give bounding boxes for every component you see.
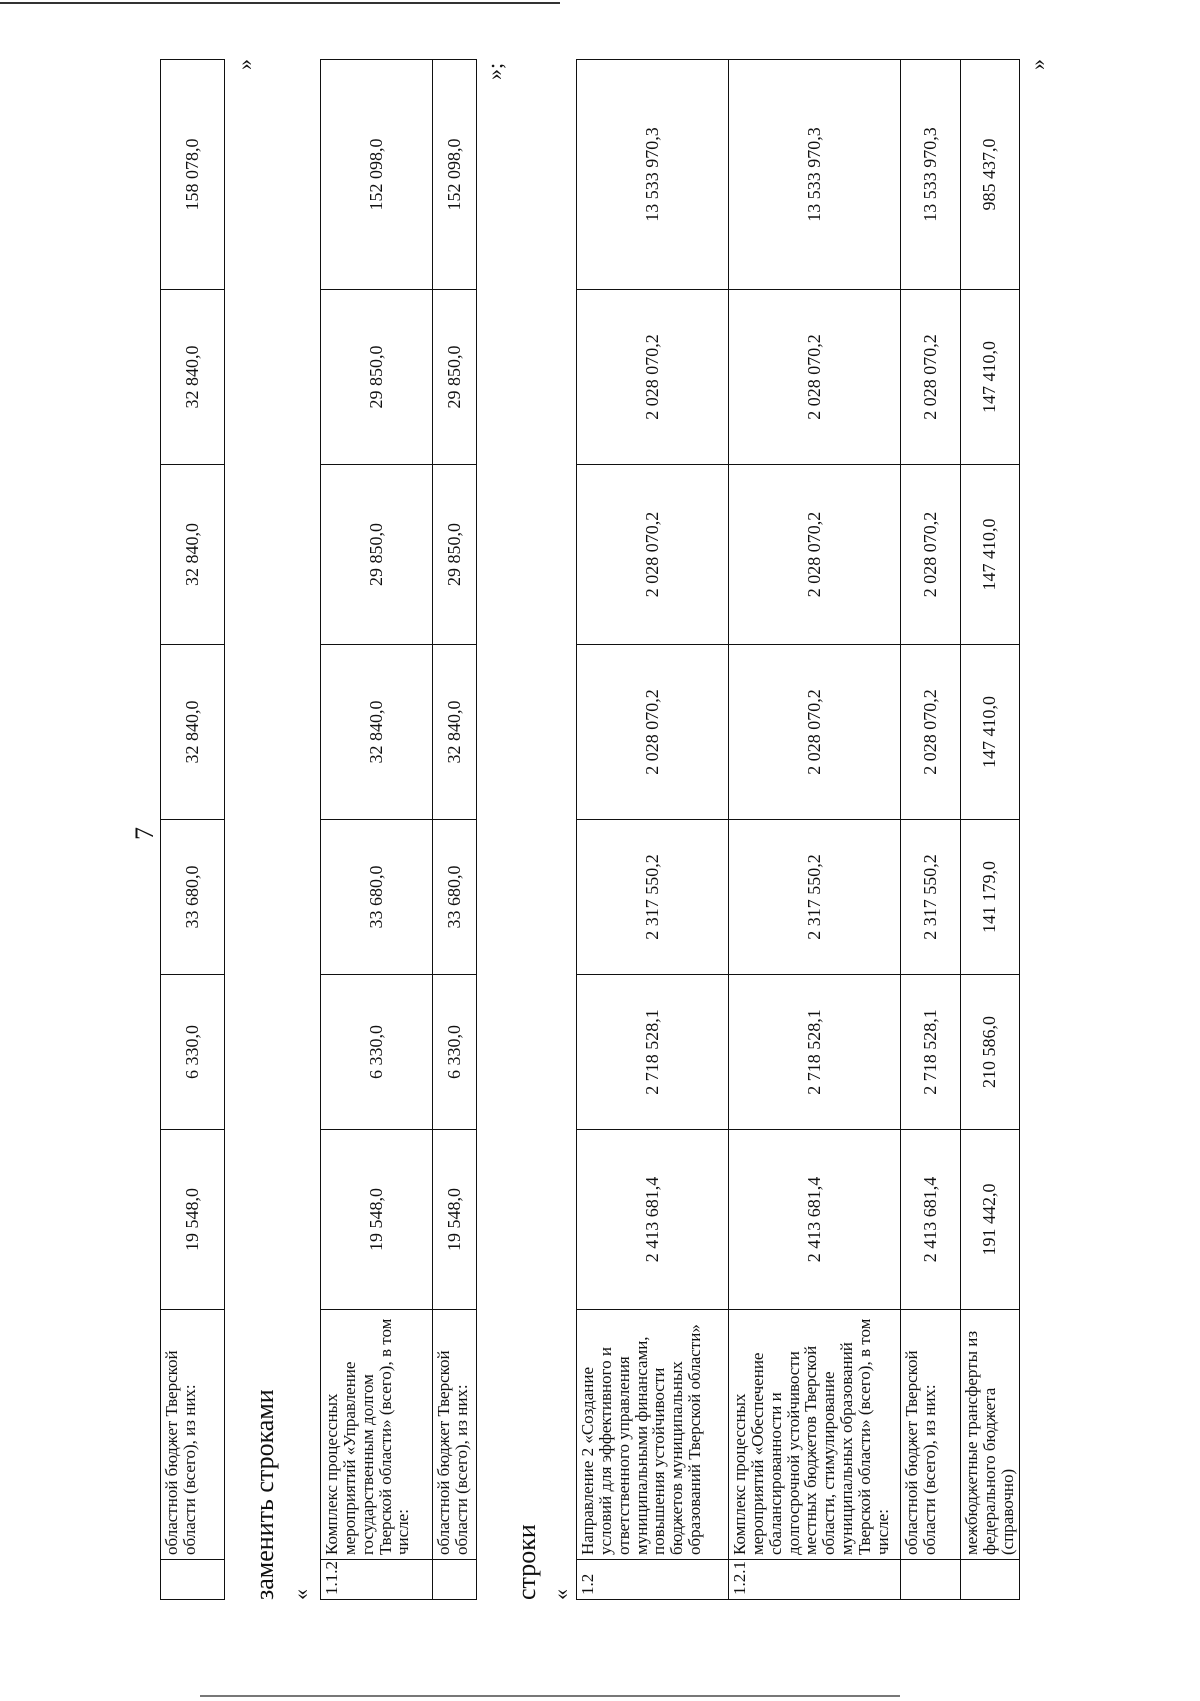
value-cell: 2 317 550,2: [577, 820, 729, 975]
value-cell: 29 850,0: [321, 465, 433, 645]
value-cell: 152 098,0: [433, 60, 477, 290]
value-cell: 158 078,0: [161, 60, 225, 290]
value-cell: 2 718 528,1: [729, 975, 901, 1130]
table-budget-tail: [160, 59, 225, 1600]
value-cell: 29 850,0: [433, 465, 477, 645]
scan-edge-bottom: [200, 1695, 900, 1697]
table-row: [729, 60, 901, 1600]
value-cell: 29 850,0: [433, 290, 477, 465]
closing-quote: »: [1025, 59, 1050, 70]
rotated-document-page: [120, 60, 1200, 1600]
value-cell: 147 410,0: [961, 290, 1020, 465]
table-row: [577, 60, 729, 1600]
value-cell: 13 533 970,3: [577, 60, 729, 290]
value-cell: 6 330,0: [433, 975, 477, 1130]
page-number: 7: [130, 827, 159, 840]
value-cell: 19 548,0: [161, 1130, 225, 1310]
row-name: Комплекс процессных мероприятий «Управление государственным долгом Тверской области» (всего), в том числе:: [321, 1310, 433, 1560]
value-cell: 210 586,0: [961, 975, 1020, 1130]
value-cell: 2 028 070,2: [577, 645, 729, 820]
row-name: областной бюджет Тверской области (всего), из них:: [161, 1310, 225, 1560]
value-cell: 2 028 070,2: [729, 290, 901, 465]
row-code: [961, 1560, 1020, 1600]
value-cell: 19 548,0: [321, 1130, 433, 1310]
value-cell: 141 179,0: [961, 820, 1020, 975]
value-cell: 29 850,0: [321, 290, 433, 465]
value-cell: 2 317 550,2: [729, 820, 901, 975]
value-cell: 2 028 070,2: [729, 465, 901, 645]
scan-edge-top: [0, 2, 560, 4]
row-code: 1.1.2: [321, 1560, 433, 1600]
row-code: 1.2.1: [729, 1560, 901, 1600]
value-cell: 19 548,0: [433, 1130, 477, 1310]
value-cell: 2 718 528,1: [577, 975, 729, 1130]
value-cell: 6 330,0: [161, 975, 225, 1130]
row-name: межбюджетные трансферты из федерального бюджета (справочно): [961, 1310, 1020, 1560]
value-cell: 33 680,0: [161, 820, 225, 975]
value-cell: 13 533 970,3: [901, 60, 961, 290]
value-cell: 32 840,0: [321, 645, 433, 820]
value-cell: 2 413 681,4: [901, 1130, 961, 1310]
row-code: [161, 1560, 225, 1600]
value-cell: 2 028 070,2: [901, 465, 961, 645]
row-name: областной бюджет Тверской области (всего), из них:: [901, 1310, 961, 1560]
value-cell: 147 410,0: [961, 465, 1020, 645]
table-row: [961, 60, 1020, 1600]
value-cell: 6 330,0: [321, 975, 433, 1130]
rows-heading: строки: [512, 1524, 541, 1600]
value-cell: 32 840,0: [161, 465, 225, 645]
table-row: [321, 60, 433, 1600]
row-code: [433, 1560, 477, 1600]
row-name: областной бюджет Тверской области (всего), из них:: [433, 1310, 477, 1560]
closing-quote: »;: [482, 62, 507, 80]
value-cell: 2 028 070,2: [901, 290, 961, 465]
row-code: [901, 1560, 961, 1600]
closing-quote: »: [232, 59, 257, 70]
table-row: [433, 60, 477, 1600]
value-cell: 2 028 070,2: [577, 465, 729, 645]
value-cell: 191 442,0: [961, 1130, 1020, 1310]
value-cell: 2 413 681,4: [729, 1130, 901, 1310]
opening-quote: «: [548, 1589, 573, 1600]
value-cell: 32 840,0: [161, 290, 225, 465]
row-name: Направление 2 «Создание условий для эффективного и ответственного управления муниципальными финансами, повышения устойчивости бюджетов муниципальных образований Тверской области»: [577, 1310, 729, 1560]
table-row: [901, 60, 961, 1600]
value-cell: 2 028 070,2: [901, 645, 961, 820]
value-cell: 147 410,0: [961, 645, 1020, 820]
replace-heading: заменить строками: [250, 1389, 279, 1600]
value-cell: 32 840,0: [433, 645, 477, 820]
table-replacement-rows: [320, 59, 477, 1600]
value-cell: 152 098,0: [321, 60, 433, 290]
value-cell: 985 437,0: [961, 60, 1020, 290]
value-cell: 13 533 970,3: [729, 60, 901, 290]
value-cell: 33 680,0: [321, 820, 433, 975]
value-cell: 2 317 550,2: [901, 820, 961, 975]
table-row: [161, 60, 225, 1600]
row-code: 1.2: [577, 1560, 729, 1600]
table-direction-rows: [576, 59, 1020, 1600]
value-cell: 33 680,0: [433, 820, 477, 975]
value-cell: 32 840,0: [161, 645, 225, 820]
row-name: Комплекс процессных мероприятий «Обеспечение сбалансированности и долгосрочной устойчивости местных бюджетов Тверской области, стимулирование муниципальных образований Тверской области» (всего), в том числе:: [729, 1310, 901, 1560]
value-cell: 2 028 070,2: [577, 290, 729, 465]
opening-quote: «: [288, 1589, 313, 1600]
value-cell: 2 413 681,4: [577, 1130, 729, 1310]
value-cell: 2 718 528,1: [901, 975, 961, 1130]
value-cell: 2 028 070,2: [729, 645, 901, 820]
